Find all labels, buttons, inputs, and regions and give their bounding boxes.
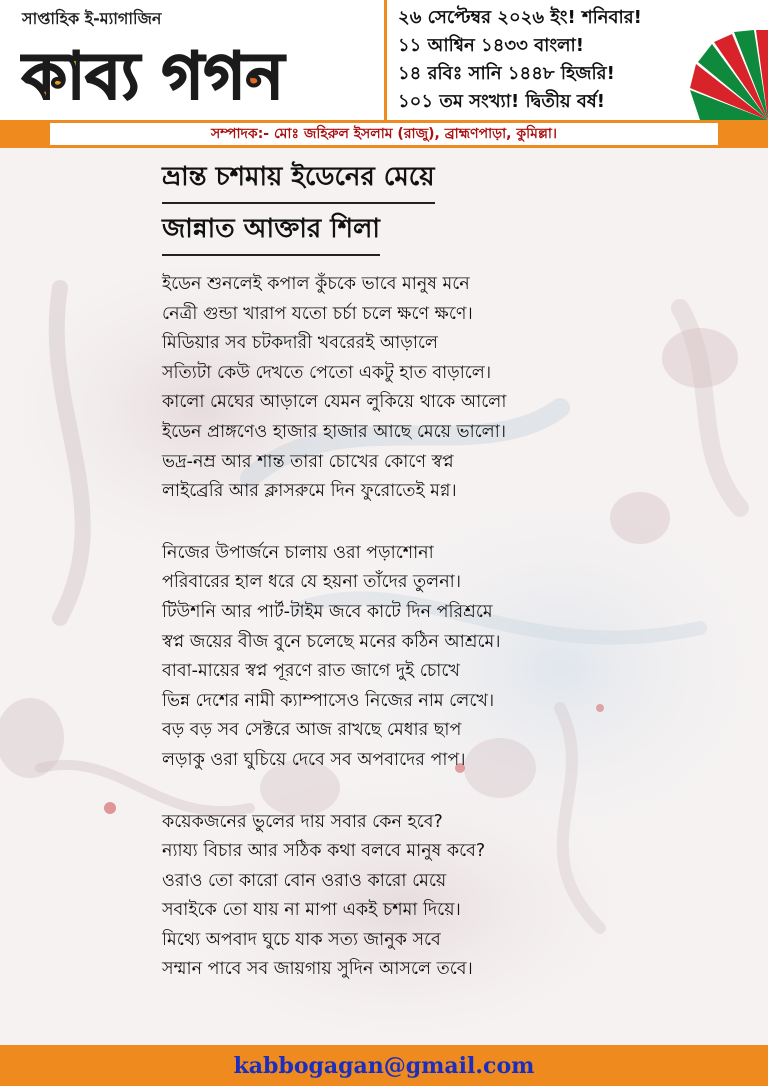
verse-line: সত্যিটা কেউ দেখতে পেতো একটু হাত বাড়ালে। [162,362,492,383]
poem-author: জান্নাত আক্তার শিলা [162,208,380,256]
logo-text: কাব্য গগন [22,40,284,110]
contact-email-link[interactable]: kabbogagan@gmail.com [233,1052,535,1079]
verse-line: টিউশনি আর পার্ট-টাইম জবে কাটে দিন পরিশ্রমে [162,601,493,622]
masthead [0,0,768,120]
magazine-logo [20,28,370,110]
editor-bar [0,120,768,148]
verse-line: ভিন্ন দেশের নামী ক্যাম্পাসেও নিজের নাম লেখে। [162,690,495,711]
verse-line: লাইব্রেরি আর ক্লাসরুমে দিন ফুরোতেই মগ্ন। [162,481,457,502]
header-divider [384,0,387,120]
verse-line: ন্যায্য বিচার আর সঠিক কথা বলবে মানুষ কবে? [162,841,486,862]
verse-line: ইডেন শুনলেই কপাল কুঁচকে ভাবে মানুষ মনে [162,274,470,294]
poem-stanza-3 [162,808,752,986]
verse-line: মিথ্যে অপবাদ ঘুচে যাক সত্য জানুক সবে [162,929,441,950]
verse-line: সবাইকে তো যায় না মাপা একই চশমা দিয়ে। [162,900,461,921]
verse-line: ভদ্র-নম্র আর শান্ত তারা চোখের কোণে স্বপ্ন [162,451,454,472]
verse-line: পরিবারের হাল ধরে যে হয়না তাঁদের তুলনা। [162,572,461,593]
poem-stanza-2 [162,539,752,776]
magazine-type-label: সাপ্তাহিক ই-ম্যাগাজিন [22,9,162,28]
footer-bar [0,1045,768,1086]
verse-line: বাবা-মায়ের স্বপ্ন পূরণে রাত জাগে দুই চোখে [162,661,460,682]
verse-line: লড়াকু ওরা ঘুচিয়ে দেবে সব অপবাদের পাপ। [162,749,466,770]
date-gregorian: ২৬ সেপ্টেম্বর ২০২৬ ইং! শনিবার! [398,7,642,28]
flag-fan-decoration [660,30,768,120]
poem-content [162,156,752,985]
date-hijri: ১৪ রবিঃ সানি ১৪৪৮ হিজরি! [398,63,615,84]
verse-line: নেত্রী গুন্ডা খারাপ যতো চর্চা চলে ক্ষণে ক্ষণে। [162,303,473,324]
verse-line: কালো মেঘের আড়ালে যেমন লুকিয়ে থাকে আলো [162,392,507,413]
poem-body [162,270,752,985]
verse-line: নিজের উপার্জনে চালায় ওরা পড়াশোনা [162,542,434,563]
editor-credit: সম্পাদক:- মোঃ জহিরুল ইসলাম (রাজু), ব্রাহ্মণপাড়া, কুমিল্লা। [50,123,718,145]
verse-line: কয়েকজনের ভুলের দায় সবার কেন হবে? [162,811,443,832]
verse-line: ইডেন প্রাঙ্গণেও হাজার হাজার আছে মেয়ে ভালো। [162,421,507,442]
verse-line: ওরাও তো কারো বোন ওরাও কারো মেয়ে [162,870,447,891]
issue-number: ১০১ তম সংখ্যা! দ্বিতীয় বর্ষ! [398,91,605,112]
verse-line: বড় বড় সব সেক্টরে আজ রাখছে মেধার ছাপ [162,720,462,741]
verse-line: স্বপ্ন জয়ের বীজ বুনে চলেছে মনের কঠিন আশ্রমে। [162,631,501,652]
poem-stanza-1 [162,270,752,507]
poem-title: ভ্রান্ত চশমায় ইডেনের মেয়ে [162,156,435,204]
verse-line: মিডিয়ার সব চটকদারী খবরেরই আড়ালে [162,333,438,354]
date-bangla: ১১ আশ্বিন ১৪৩৩ বাংলা! [398,35,584,56]
verse-line: সম্মান পাবে সব জায়গায় সুদিন আসলে তবে। [162,959,473,980]
